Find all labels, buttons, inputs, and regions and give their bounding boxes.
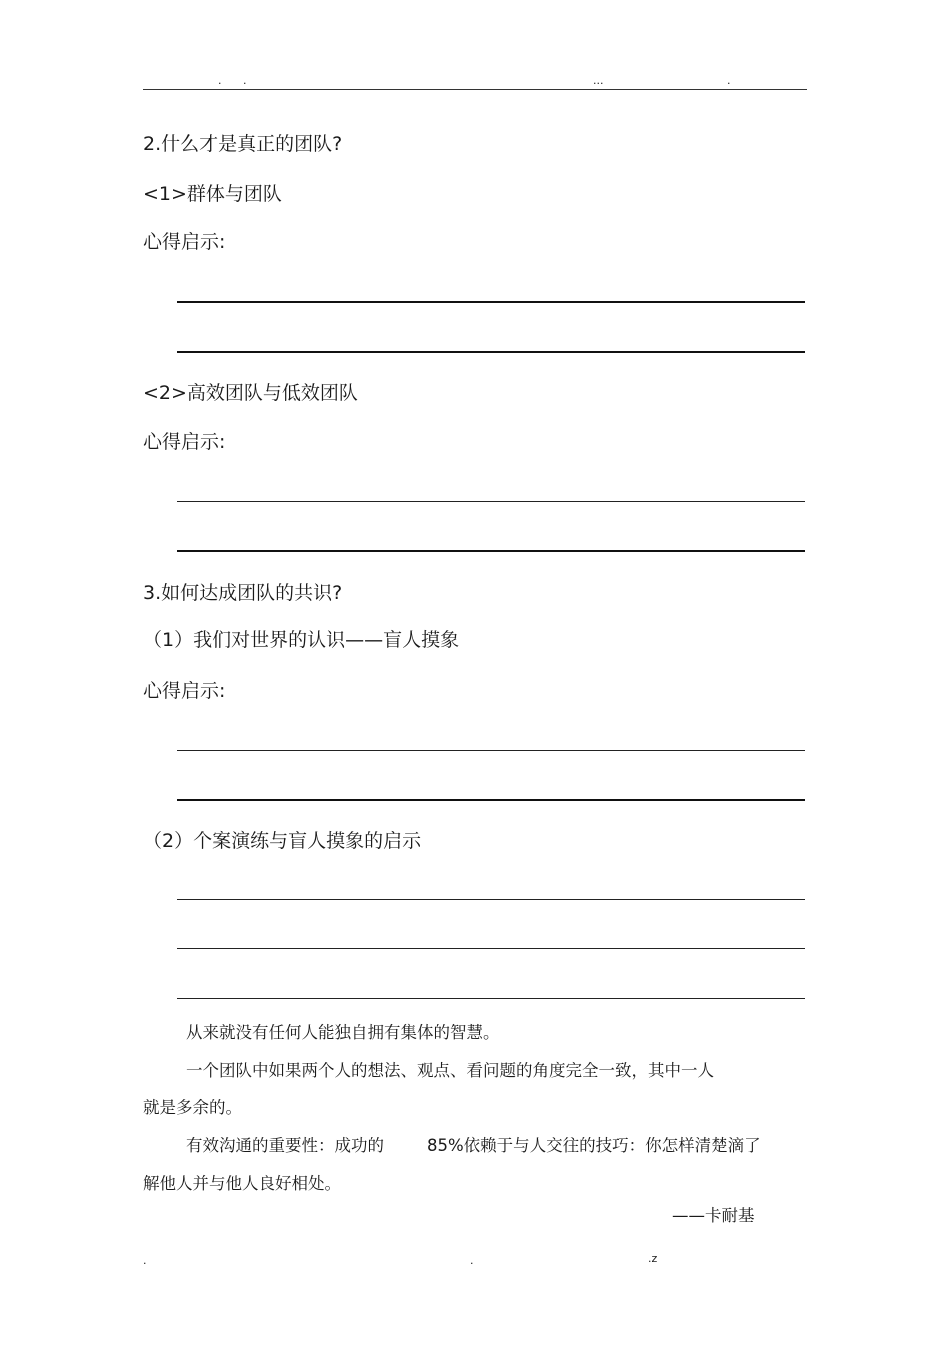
section-3-title: 3.如何达成团队的共识?	[143, 582, 343, 604]
answer-line[interactable]	[177, 501, 805, 502]
header-rule	[143, 89, 807, 90]
answer-line[interactable]	[177, 750, 805, 751]
insight-label: 心得启示:	[143, 680, 226, 702]
quote-paragraph-cont: 解他人并与他人良好相处。	[143, 1174, 341, 1193]
section-3-sub-2: （2）个案演练与盲人摸象的启示	[143, 830, 422, 852]
header-mark: .	[727, 74, 731, 87]
header-mark: .	[218, 74, 222, 87]
insight-label: 心得启示:	[143, 431, 226, 453]
quote-paragraph: 85%依赖于与人交往的技巧：你怎样清楚滴了	[427, 1136, 761, 1155]
footer-mark: .	[143, 1254, 147, 1267]
answer-line[interactable]	[177, 948, 805, 949]
header-mark: ...	[593, 74, 604, 87]
quote-paragraph: 有效沟通的重要性：成功的	[186, 1136, 384, 1155]
answer-line[interactable]	[177, 799, 805, 801]
answer-line[interactable]	[177, 351, 805, 353]
quote-paragraph: 一个团队中如果两个人的想法、观点、看问题的角度完全一致，其中一人	[186, 1061, 714, 1080]
quote-paragraph-cont: 就是多余的。	[143, 1098, 242, 1117]
answer-line[interactable]	[177, 301, 805, 303]
section-2-sub-1: <1>群体与团队	[143, 183, 282, 205]
section-2-sub-2: <2>高效团队与低效团队	[143, 382, 358, 404]
footer-mark: .z	[648, 1252, 658, 1265]
quote-attribution: ——卡耐基	[672, 1206, 755, 1225]
quote-paragraph: 从来就没有任何人能独自拥有集体的智慧。	[186, 1023, 500, 1042]
header-mark: .	[243, 74, 247, 87]
answer-line[interactable]	[177, 550, 805, 552]
answer-line[interactable]	[177, 998, 805, 999]
insight-label: 心得启示:	[143, 231, 226, 253]
section-2-title: 2.什么才是真正的团队?	[143, 133, 343, 155]
footer-mark: .	[470, 1254, 474, 1267]
answer-line[interactable]	[177, 899, 805, 900]
section-3-sub-1: （1）我们对世界的认识——盲人摸象	[143, 629, 460, 651]
